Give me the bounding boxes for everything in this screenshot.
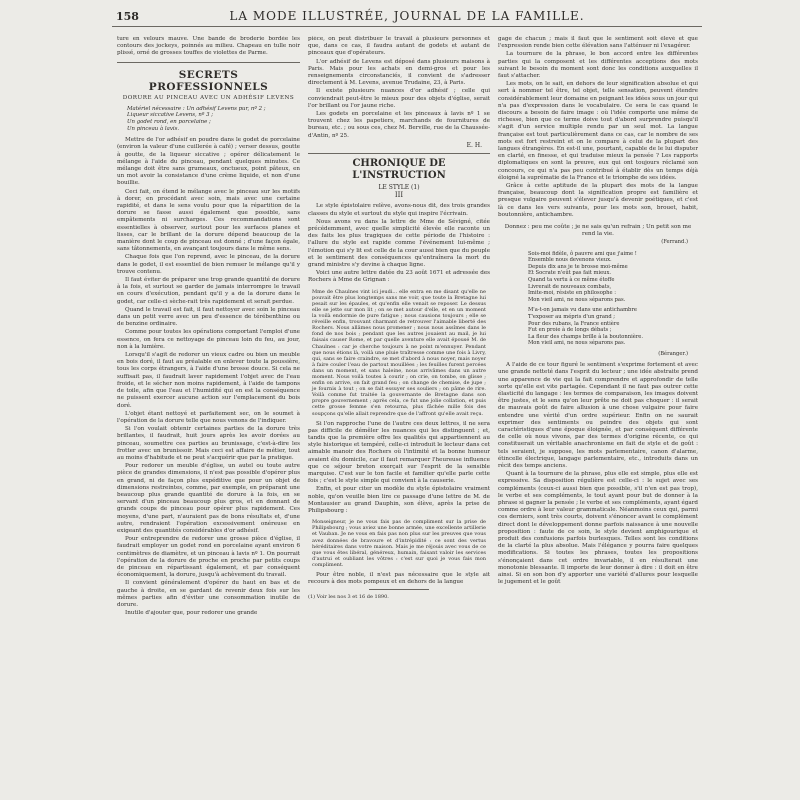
paragraph: Chaque fois que l'on reprend, avec le pinceau, de la dorure dans le godet, il est essentiel de bien remuer le mélange qu'il y trouve contenu. [117,254,300,275]
paragraph: Lorsqu'il s'agit de redorer un vieux cadre ou bien un meuble en bois doré, il faut au préalable en enlever toute la poussière, tous les corps étrangers, à l'aide d'une brosse douce. Si cela ne suffisait pas, il faudrait laver rapidement l'objet avec de l'eau froide, et le sécher non moins rapidement, à l'aide de tampons de toile, afin que l'eau et l'humidité qui en est la conséquence ne puissent exercer aucune action sur l'emplacement du bois doré. [117,352,300,409]
verse-stanza [528,307,698,347]
paragraph: Si l'on voulait obtenir certaines parties de la dorure très brillantes, il faudrait, huit jours après les avoir dorées au pinceau, soumettre ces parties au brunissage, c'est-à-dire les frotter avec un brunissoir. Mais ceci est affaire de métier, tout au moins d'habitude et ne peut s'acquérir que par la pratique. [117,426,300,461]
paragraph: Ceci fait, on étend le mélange avec le pinceau sur les motifs à dorer, en procédant avec soin, mais avec une certaine rapidité, et dans le sens voulu pour que la répartition de la dorure se fasse aussi également que possible, sans empâtements ni surcharges. Ces recommandations sont essentielles à observer, surtout pour les surfaces planes et lisses, car le brillant de la dorure dépend beaucoup de la manière dont le coup de pinceau est donné ; d'une façon égale, sans tâtonnements, en avançant toujours dans le même sens. [117,188,300,253]
column-right [498,36,698,796]
paragraph: Voici une autre lettre datée du 23 août 1671 et adressée des Rochers à Mme de Grignan : [308,270,490,284]
verse-line: T'exposer au mépris d'un grand ; [528,314,616,321]
verse-attribution: (Béranger.) [658,351,688,357]
section-subtitle: DORURE AU PINCEAU AVEC UN ADHÉSIF LEVENS [122,94,295,101]
chronicle-subtitle: LE STYLE (1) [378,184,420,192]
verse-line: La fleur des champs brille à la boutonnière. [528,333,644,340]
paragraph: Pour entreprendre de redorer une grosse pièce d'église, il faudrait employer un godet rond en porcelaine ayant environ 6 centimètres de diamètre, et un pinceau à lavis nº 1. On pourrait l'opération de la dorure de proche en proche par petits coups de pinceau en répartissant également, et par conséquent économiquement, la dorure, jusqu'à achèvement du travail. [117,536,300,579]
paragraph: Mettre de l'or adhésif en poudre dans le godet de porcelaine (environ la valeur d'une cuillerée à café) ; verser dessus, goutte à goutte, de la liqueur siccative ; opérer délicatement le mélange à l'aide du pinceau, pendant quelques minutes. Ce mélange doit être sans grumeaux, onctueux, point pâteux, en un mot avoir la consistance d'une crème liquide, et non d'une bouillie. [117,137,300,187]
quoted-letter-montausier: Monseigneur, je ne vous fais pas de compliment sur la prise de Philipsbourg ; vous aviez une bonne armée, une excellente artillerie et Vauban. Je ne vous en fais pas non plus sur les preuves que vous avez données de bravoure et d'intrépidité : ce sont des vertus héréditaires dans votre maison. Mais je me réjouis avec vous de ce que vous êtes libéral, généreux, humain, faisant valoir les services d'autrui et oubliant les vôtres : c'est sur quoi je vous fais mon compliment. [312,519,486,568]
verse-line: Fut en proie à de longs débats ; [528,327,612,334]
material-item: Matériel nécessaire : Un adhésif Levens pur, nº 2 ; [127,105,266,112]
verse-line: Livrerait de nouveaux combats, [528,283,612,290]
paragraph: Il convient généralement d'opérer du haut en bas et de gauche à droite, en se gardant de revenir deux fois sur les mêmes parties afin d'éviter une consommation inutile de dorure. [117,580,300,608]
quote-line: Donnez : peu me coûte ; je ne sais qu'un refrain ; Un petit son me rend la vie. [504,224,692,238]
verse-line: Pour des rubans, la France entière [528,320,620,327]
materials-list [127,106,300,132]
intro-paragraph: ture en velours mauve. Une bande de broderie bordée les contours des jockeys, poinnés au milieu. Chapeau en tulle noir plissé, orné de grosses touffes de violettes de Parme. [117,36,300,57]
verse-line: M'a-t-on jamais vu dans une antichambre [528,307,637,314]
paragraph: pièce, on peut distribuer le travail à plusieurs personnes et que, dans ce cas, il faudra autant de godets et autant de pinceaux que d'opérateurs. [308,36,490,57]
material-item: Liqueur siccative Levens, nº 3 ; [127,112,214,119]
paragraph: Il faut éviter de préparer une trop grande quantité de dorure à la fois, et surtout se garder de jamais interrompre le travail en cours d'exécution, pendant qu'il y a de la dorure dans le godet, car celle-ci sèche-rait très rapidement et serait perdue. [117,277,300,305]
paragraph: La tournure de la phrase, le bon accord entre les différentes parties qui la composent et les différentes acceptions des mots suivant le besoin du moment sont donc les conditions auxquelles il faut s'attacher. [498,51,698,80]
footnote: (1) Voir les nos 3 et 16 de 1890. [308,594,389,601]
paragraph: Si l'on rapproche l'une de l'autre ces deux lettres, il ne sera pas difficile de démêler les nuances qui les distinguent ; et, tandis que la première offre les qualités qui appartiennent au style historique et tempéré, celle-ci introduit le lecteur dans cet aimable manoir des Rochers où l'intimité et la bonne humeur avaient élu domicile, car il faut remarquer l'heureuse influence que ce séjour breton exerçait sur l'esprit de la sensible marquise. C'est sur le ton facile et familier qu'elle parle cette fois ; c'est le style simple qui convient à la causerie. [308,420,490,485]
running-title: LA MODE ILLUSTRÉE, JOURNAL DE LA FAMILLE. [229,9,585,23]
section-title: SECRETS PROFESSIONNELS [148,68,269,93]
paragraph: Nous avons vu dans la lettre de Mme de Sévigné, citée précédemment, avec quelle simplicité élevée elle raconte un des faits les plus tragiques de cette période de l'histoire : l'allure du style est rapide comme l'événement lui-même ; l'émotion qui s'y lit est celle de la cour aussi bien que du peuple et le sentiment des conséquences qu'entraînera la mort du grand ministre s'y devine à chaque ligne. [308,218,490,269]
paragraph: Pour redorer un meuble d'église, un autel ou toute autre pièce de grandes dimensions, il n'est pas possible d'opérer plus en grand, ni de façon plus expéditive que pour un objet de dimensions restreintes, comme, par exemple, en préparant une beaucoup plus grande quantité de dorure à la fois, en se servant d'un pinceau beaucoup plus gros, et en donnant de grands coups de pinceau pour opérer plus rapidement. Ces moyens, d'une part, n'auraient pas de bons résultats et, d'une autre, rendraient l'opération excessivement onéreuse en exigeant des quantités considérables d'or adhésif. [117,463,300,534]
verse-stanza [528,251,698,304]
footnote-divider [369,589,429,590]
paragraph: A l'aide de ce tour figuré le sentiment s'exprime fortement et avec une grande netteté dans l'esprit du lecteur ; une idée abstraite prend une apparence de vie qui la fait comprendre et approfondir de telle sorte qu'elle est vite partagée. Cependant il ne faut pas outrer cette élasticité du langage : les termes de comparaison, les images doivent être justes, et le sens qu'on leur prête ne doit pas choquer : il serait de mauvais goût de faire allusion à une chose vulgaire pour faire entendre une vérité d'un ordre supérieur. Enfin on ne saurait exprimer des sentiments ou peindre des objets qui sont caractéristiques d'une époque éloignée, et par conséquent différente de celle où nous vivons, par des termes d'origine récente, ce qui constituerait un véritable anachronisme en fait de style et de goût : tels seraient, je suppose, les mots parlementaire, canon d'alarme, étincelle électrique, langage parlementaire, etc., introduits dans un récit des temps anciens. [498,362,698,470]
material-item: Un godet rond, en porcelaine ; [127,119,211,125]
page-header [112,8,702,27]
chronicle-number: III [394,191,404,200]
chronicle-title: CHRONIQUE DE L'INSTRUCTION [352,158,446,182]
paragraph: Le style épistolaire relève, avons-nous dit, des trois grandes classes du style et surtout du style qui inspire l'écrivain. [308,203,490,217]
paragraph: Pour être noble, il n'est pas nécessaire que le style ait recours à des mots pompeux et en dehors de la langue [308,572,490,586]
paragraph: Grâce à cette aptitude de la plupart des mots de la langue française, beaucoup dont la signification propre est familière et presque vulgaire peuvent s'élever jusqu'à devenir poétiques, et c'est là ce dans les vers suivants, pour les mots son, brouet, habit, boutonnière, antichambre. [498,183,698,218]
paragraph: Enfin, et pour citer un modèle du style épistolaire vraiment noble, qu'on veuille bien lire ce passage d'une lettre de M. de Montausier au grand Dauphin, son élève, après la prise de Philipsbourg : [308,486,490,515]
quoted-letter: Mme de Chaulnes vint ici jeudi... elle entra en me disant qu'elle ne pouvait être plus longtemps sans me voir, que toute la Bretagne lui pesait sur les épaules, et qu'enfin elle venait se reposer. Le dessus elle se jette sur mon lit ; on se met autour d'elle, et en un moment la voilà endormie de pure fatigue ; nous causions toujours ; elle se réveille enfin, trouvant charmant de retrouver l'aimable liberté des Rochers. Nous allâmes nous promener ; nous nous assîmes dans le fond de nos bois ; pendant que les autres jouaient au mail, je lui faisais causer Rome, et par quelle aventure elle avait épousé M. de Chaulnes : car je cherche toujours à ne point m'ennuyer. Pendant que nous étions là, voilà une pluie traîtresse comme une fois à Livry, qui, sans se faire craindre, se met d'abord à nous noyer, mais noyer à faire couler l'eau de partout mouillées ; les feuilles furent percées dans un moment, et sans haleine, nous arrivâmes dans un autre moment. Nous voilà toutes à courir ; on crie, on tombe, on glisse ; enfin on arrive, on fait grand feu ; on change de chemise, de jupe ; je fournis à tout ; on se fait essuyer ses souliers ; on pâme de rire. Voilà comme fut traitée la gouvernante de Bretagne dans son propre gouvernement ; après cela, ce fut une jolie collation, et puis cette grosse femme s'en retourna, plus fâchée mille fois des soupçons qu'elle allait reprendre que de l'affront qu'elle avait reçu. [312,288,486,417]
paragraph: gage de chacun ; mais il faut que le sentiment soit élevé et que l'expression rende bien cette élévation sans l'atténuer ni l'exagérer. [498,36,698,50]
verse-line: Sois-moi fidèle, ô pauvre ami que j'aime ! [528,250,637,257]
verse-line: Et Socrate n'eût pas fait mieux. [528,270,612,277]
verse-line: Mon vieil ami, ne nous séparons pas. [528,296,626,303]
section-divider [308,153,490,154]
page-number: 158 [116,10,139,23]
paragraph: Comme pour toutes les opérations comportant l'emploi d'une essence, on fera ce nettoyage de pinceau loin du feu, au jour, non à la lumière. [117,329,300,350]
quote-attribution: (Ferrand.) [661,239,688,246]
verse-line: Imite-moi, résiste en philosophe : [528,290,616,297]
verse-line: Ensemble nous devenons vieux. [528,257,612,264]
paragraph: Il existe plusieurs nuances d'or adhésif ; celle qui conviendrait peut-être le mieux pour des objets d'église, serait l'or brillant ou l'or jaune riche. [308,88,490,109]
material-item: Un pinceau à lavis. [127,125,180,132]
column-left [117,36,300,796]
paragraph: Inutile d'ajouter que, pour redorer une grande [125,610,258,617]
section-divider [117,62,300,63]
paragraph: L'objet étant nettoyé et parfaitement sec, on le soumet à l'opération de la dorure telle que nous venons de l'indiquer. [117,410,300,424]
column-middle [308,36,490,796]
paragraph: Les godets en porcelaine et les pinceaux à lavis nº 1 se trouvent chez les papetiers, marchands de fournitures de bureau, etc. ; ou sous ces, chez M. Berville, rue de la Chaussée-d'Antin, nº 25. [308,111,490,139]
verse-line: Depuis dix ans je te brosse moi-même [528,263,628,270]
verse-line: Mon vieil ami, ne nous séparons pas. [528,340,626,347]
paragraph: Les mots, on le sait, en dehors de leur signification absolue et qui sert à nommer tel être, tel objet, telle sensation, peuvent étendre considérablement leur domaine en peignant les idées sous un jour qui n'a pas d'expression dans le vocabulaire. Ce sera le cas quand le discours a besoin de faire image : où l'idée comporte une même de richesse, bien que ce terme doive tout d'abord surprendre puisqu'il s'agit d'un service multiple rendu par un seul mot. La langue française est tout particulièrement dans ce cas, car le nombre de ses mots est fort restreint et on le compare à celui de la plupart des langues étrangères. En est-il une, pourtant, capable de le lui disputer en clarté, en finesse, et qui traduise mieux la pensée ? Les rapports diplomatiques en sont la preuve, eux qui ont toujours réclamé son concours, ce qui n'a pas peu contribué à établir dès un temps déjà éloigné la suprématie de la France et le triomphe de ses idées. [498,81,698,181]
author-signature: E. H. [466,141,482,149]
paragraph: Quant à la tournure de la phrase, plus elle est simple, plus elle est expressive. Sa disposition régulière est celle-ci : le sujet avec ses compléments (ceux-ci aussi bien que possible, s'il n'en est pas trop), le verbe et ses compléments, le tout ayant pour but de donner à la phrase si gagner la pensée ; le verbe et ses compléments, ayant égard comme ordre à leur valeur grammaticale. Néanmoins ceux qui, parmi ces derniers, sont très courts, doivent s'énoncer avant le complément direct dont le développement donne parfois naissance à une nouvelle proposition : faute de ce soin, le style devient amphigourique et produit des confusions parfois burlesques. Telles sont les conditions de la clarté la plus absolue. Mais l'élégance y pourra faire quelques modifications. Si toutes les phrases, toutes les propositions s'énonçaient dans cet ordre invariable, il en résulterait une monotonie blessante. Il importe de leur donner à dire : il doit en être ainsi. Si en son bon d'y apporter une variété d'allures pour lesquelle le jugement et le goût [498,471,698,586]
verse-line: Quand ta vertu à ce même étoffe [528,277,615,284]
paragraph: Quand le travail est fait, il faut nettoyer avec soin le pinceau dans un petit verre avec un peu d'essence de térébenthine ou de benzine ordinaire. [117,306,300,328]
paragraph: L'or adhésif de Levens est déposé dans plusieurs maisons à Paris. Mais pour les achats en demi-gros et pour les renseignements circonstanciés, il convient de s'adresser directement à M. Levens, avenue Trudaine, 23, à Paris. [308,58,490,87]
